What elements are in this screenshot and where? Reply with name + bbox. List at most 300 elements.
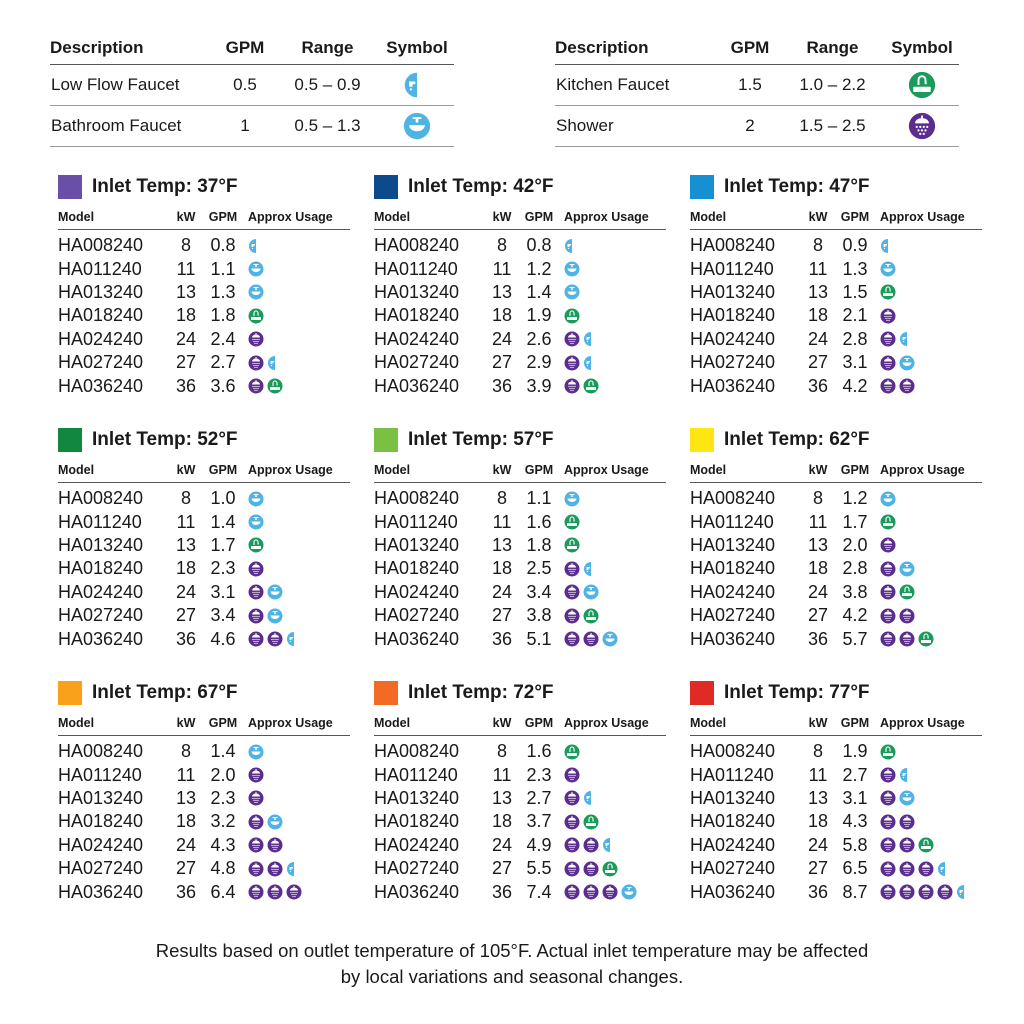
- low-flow-faucet-icon: [583, 561, 599, 577]
- table-row: [58, 510, 350, 533]
- kw-cell: 13: [175, 787, 197, 808]
- shower-icon: [880, 331, 896, 347]
- kw-cell: 13: [175, 534, 197, 555]
- table-row: [374, 230, 666, 258]
- table-row: [690, 627, 982, 650]
- header-model: Model: [690, 459, 802, 483]
- inlet-temp-title: [690, 172, 990, 202]
- usage-cell: [876, 257, 982, 280]
- shower-icon: [248, 631, 264, 647]
- shower-icon: [248, 331, 264, 347]
- gpm-cell: 1.3: [842, 258, 868, 279]
- shower-icon: [564, 861, 580, 877]
- model-table: [690, 712, 982, 904]
- table-row: [690, 736, 982, 764]
- kw-cell: 24: [491, 581, 513, 602]
- model-cell: HA011240: [58, 258, 142, 279]
- usage-cell: [876, 304, 982, 327]
- model-cell: HA013240: [690, 281, 776, 302]
- gpm-cell: 1.5: [842, 281, 868, 302]
- table-row: [374, 328, 666, 351]
- kw-cell: 24: [807, 328, 829, 349]
- table-row: [58, 557, 350, 580]
- model-cell: HA024240: [690, 581, 776, 602]
- gpm-cell: 2.7: [526, 787, 552, 808]
- gpm-cell: 3.7: [526, 811, 552, 832]
- model-cell: HA024240: [58, 581, 144, 602]
- legend-symbol: [380, 106, 454, 147]
- shower-icon: [564, 631, 580, 647]
- gpm-cell: 0.8: [526, 235, 552, 256]
- model-table: [374, 712, 666, 904]
- usage-cell: [876, 857, 982, 880]
- model-cell: HA013240: [58, 787, 144, 808]
- gpm-cell: 2.3: [210, 787, 236, 808]
- inlet-temp-title: [58, 425, 358, 455]
- header-gpm: GPM: [202, 459, 244, 483]
- shower-icon: [899, 837, 915, 853]
- shower-icon: [248, 861, 264, 877]
- header-gpm: GPM: [834, 712, 876, 736]
- usage-cell: [876, 230, 982, 258]
- table-row: [690, 257, 982, 280]
- shower-icon: [918, 884, 934, 900]
- header-approx-usage: Approx Usage: [244, 459, 350, 483]
- kitchen-faucet-icon: [583, 814, 599, 830]
- inlet-temp-label: Inlet Temp: 42°F: [408, 176, 554, 197]
- kw-cell: 11: [492, 511, 512, 532]
- model-cell: HA008240: [374, 235, 460, 256]
- gpm-cell: 2.8: [842, 558, 868, 579]
- model-cell: HA013240: [374, 281, 460, 302]
- header-model: Model: [690, 712, 802, 736]
- kitchen-faucet-icon: [908, 71, 936, 99]
- gpm-cell: 2.8: [842, 328, 868, 349]
- inlet-temp-label: Inlet Temp: 37°F: [92, 176, 238, 197]
- table-row: [690, 328, 982, 351]
- usage-cell: [560, 736, 666, 764]
- inlet-temp-title: [374, 172, 674, 202]
- header-gpm: GPM: [518, 206, 560, 230]
- kw-cell: 8: [180, 741, 191, 762]
- inlet-temp-card: [374, 425, 674, 651]
- model-cell: HA036240: [690, 628, 776, 649]
- shower-icon: [248, 584, 264, 600]
- shower-icon: [564, 837, 580, 853]
- kw-cell: 36: [491, 628, 513, 649]
- usage-cell: [560, 351, 666, 374]
- table-row: [58, 763, 350, 786]
- shower-icon: [248, 608, 264, 624]
- usage-cell: [244, 281, 350, 304]
- kitchen-faucet-icon: [880, 744, 896, 760]
- model-cell: HA024240: [374, 834, 460, 855]
- kw-cell: 13: [175, 281, 197, 302]
- model-cell: HA027240: [374, 352, 460, 373]
- shower-icon: [248, 378, 264, 394]
- gpm-cell: 4.9: [526, 834, 552, 855]
- low-flow-faucet-icon: [899, 767, 915, 783]
- kw-cell: 27: [175, 858, 197, 879]
- gpm-cell: 1.6: [526, 741, 552, 762]
- usage-cell: [560, 374, 666, 397]
- kw-cell: 36: [807, 628, 829, 649]
- model-cell: HA024240: [690, 328, 776, 349]
- shower-icon: [564, 608, 580, 624]
- legend-description: Bathroom Faucet: [50, 106, 215, 147]
- kitchen-faucet-icon: [248, 308, 264, 324]
- shower-icon: [248, 814, 264, 830]
- table-row: [58, 534, 350, 557]
- low-flow-faucet-icon: [956, 884, 972, 900]
- usage-cell: [244, 736, 350, 764]
- model-cell: HA024240: [690, 834, 776, 855]
- gpm-cell: 3.1: [842, 352, 868, 373]
- usage-cell: [560, 763, 666, 786]
- usage-cell: [876, 510, 982, 533]
- gpm-cell: 0.9: [842, 235, 868, 256]
- bathroom-faucet-icon: [564, 261, 580, 277]
- table-row: [58, 304, 350, 327]
- gpm-cell: 1.0: [210, 488, 236, 509]
- usage-cell: [876, 787, 982, 810]
- usage-cell: [560, 557, 666, 580]
- kw-cell: 18: [175, 305, 197, 326]
- gpm-cell: 3.6: [210, 375, 236, 396]
- usage-cell: [876, 736, 982, 764]
- inlet-temp-card: [58, 172, 358, 398]
- model-cell: HA011240: [690, 258, 774, 279]
- legend-header-symbol: Symbol: [885, 36, 959, 65]
- model-cell: HA013240: [374, 534, 460, 555]
- footnote-line-1: Results based on outlet temperature of 105°F. Actual inlet temperature may be affected: [155, 940, 869, 961]
- shower-icon: [602, 884, 618, 900]
- header-approx-usage: Approx Usage: [560, 459, 666, 483]
- legend-header-symbol: Symbol: [380, 36, 454, 65]
- bathroom-faucet-icon: [564, 284, 580, 300]
- usage-cell: [560, 510, 666, 533]
- gpm-cell: 4.8: [210, 858, 236, 879]
- table-row: [374, 604, 666, 627]
- table-row: [374, 880, 666, 903]
- usage-cell: [244, 510, 350, 533]
- kitchen-faucet-icon: [918, 631, 934, 647]
- usage-cell: [244, 534, 350, 557]
- kw-cell: 18: [491, 811, 513, 832]
- gpm-cell: 1.4: [210, 741, 236, 762]
- kw-cell: 18: [491, 305, 513, 326]
- usage-cell: [244, 483, 350, 511]
- header-gpm: GPM: [834, 206, 876, 230]
- legend-header-range: Range: [275, 36, 380, 65]
- temp-color-swatch: [58, 681, 82, 705]
- kw-cell: 27: [491, 858, 513, 879]
- kw-cell: 27: [175, 605, 197, 626]
- header-kw: kW: [486, 459, 518, 483]
- usage-cell: [876, 557, 982, 580]
- model-cell: HA027240: [690, 352, 776, 373]
- low-flow-faucet-icon: [286, 631, 302, 647]
- table-row: [58, 627, 350, 650]
- inlet-temp-title: [690, 678, 990, 708]
- usage-cell: [244, 787, 350, 810]
- kitchen-faucet-icon: [267, 378, 283, 394]
- shower-icon: [267, 861, 283, 877]
- shower-icon: [564, 355, 580, 371]
- kw-cell: 18: [175, 558, 197, 579]
- usage-cell: [876, 880, 982, 903]
- model-cell: HA018240: [690, 305, 776, 326]
- table-row: [58, 857, 350, 880]
- gpm-cell: 2.5: [526, 558, 552, 579]
- model-cell: HA036240: [690, 881, 776, 902]
- model-cell: HA011240: [58, 511, 142, 532]
- table-row: [690, 230, 982, 258]
- gpm-cell: 2.4: [210, 328, 236, 349]
- usage-cell: [876, 281, 982, 304]
- inlet-temp-card: [374, 678, 674, 904]
- shower-icon: [880, 884, 896, 900]
- model-cell: HA011240: [690, 511, 774, 532]
- table-row: [374, 351, 666, 374]
- shower-icon: [248, 767, 264, 783]
- kw-cell: 36: [491, 375, 513, 396]
- usage-cell: [560, 230, 666, 258]
- kw-cell: 11: [808, 511, 828, 532]
- kw-cell: 11: [492, 258, 512, 279]
- table-row: [374, 510, 666, 533]
- low-flow-faucet-icon: [267, 355, 283, 371]
- gpm-cell: 1.2: [842, 488, 868, 509]
- gpm-cell: 1.7: [842, 511, 868, 532]
- kitchen-faucet-icon: [564, 744, 580, 760]
- table-row: [690, 483, 982, 511]
- kw-cell: 36: [807, 881, 829, 902]
- legend-row-shower: [555, 106, 959, 147]
- usage-cell: [244, 604, 350, 627]
- table-row: [690, 834, 982, 857]
- kw-cell: 24: [175, 834, 197, 855]
- bathroom-faucet-icon: [880, 261, 896, 277]
- gpm-cell: 1.9: [526, 305, 552, 326]
- legend-range: 0.5 – 1.3: [275, 106, 380, 147]
- table-row: [374, 557, 666, 580]
- kw-cell: 11: [176, 511, 196, 532]
- shower-icon: [564, 331, 580, 347]
- low-flow-faucet-icon: [583, 355, 599, 371]
- kitchen-faucet-icon: [583, 378, 599, 394]
- legend-header-description: Description: [50, 36, 215, 65]
- shower-icon: [564, 767, 580, 783]
- gpm-cell: 1.8: [526, 534, 552, 555]
- model-cell: HA008240: [374, 488, 460, 509]
- kitchen-faucet-icon: [880, 514, 896, 530]
- gpm-cell: 5.8: [842, 834, 868, 855]
- legend-table-right: [555, 36, 959, 147]
- shower-icon: [267, 837, 283, 853]
- table-row: [374, 787, 666, 810]
- usage-cell: [244, 257, 350, 280]
- model-cell: HA008240: [58, 488, 144, 509]
- kw-cell: 18: [491, 558, 513, 579]
- bathroom-faucet-icon: [899, 561, 915, 577]
- shower-icon: [564, 814, 580, 830]
- legend-description: Shower: [555, 106, 720, 147]
- header-approx-usage: Approx Usage: [876, 206, 982, 230]
- kw-cell: 8: [496, 235, 507, 256]
- table-row: [690, 510, 982, 533]
- shower-icon: [899, 631, 915, 647]
- model-cell: HA013240: [690, 534, 776, 555]
- table-row: [690, 810, 982, 833]
- gpm-cell: 2.7: [210, 352, 236, 373]
- table-row: [58, 230, 350, 258]
- gpm-cell: 5.5: [526, 858, 552, 879]
- usage-cell: [560, 627, 666, 650]
- gpm-cell: 1.7: [210, 534, 236, 555]
- legend-header-gpm: GPM: [215, 36, 275, 65]
- model-cell: HA008240: [690, 235, 776, 256]
- shower-icon: [880, 584, 896, 600]
- inlet-temp-label: Inlet Temp: 47°F: [724, 176, 870, 197]
- low-flow-faucet-icon: [403, 71, 431, 99]
- table-row: [58, 281, 350, 304]
- usage-cell: [876, 810, 982, 833]
- gpm-cell: 3.8: [842, 581, 868, 602]
- kw-cell: 24: [807, 834, 829, 855]
- usage-cell: [876, 763, 982, 786]
- model-cell: HA027240: [58, 858, 144, 879]
- gpm-cell: 1.9: [842, 741, 868, 762]
- shower-icon: [248, 790, 264, 806]
- kw-cell: 13: [807, 281, 829, 302]
- kw-cell: 24: [491, 328, 513, 349]
- legend-gpm: 0.5: [215, 65, 275, 106]
- table-row: [58, 810, 350, 833]
- usage-cell: [244, 230, 350, 258]
- gpm-cell: 2.0: [842, 534, 868, 555]
- model-table: [374, 206, 666, 398]
- model-cell: HA036240: [58, 628, 144, 649]
- header-kw: kW: [170, 206, 202, 230]
- kw-cell: 18: [807, 558, 829, 579]
- kw-cell: 24: [491, 834, 513, 855]
- inlet-temp-card: [58, 425, 358, 651]
- bathroom-faucet-icon: [248, 284, 264, 300]
- kw-cell: 8: [812, 488, 823, 509]
- header-model: Model: [58, 206, 170, 230]
- model-cell: HA008240: [58, 235, 144, 256]
- header-kw: kW: [486, 712, 518, 736]
- shower-icon: [880, 561, 896, 577]
- shower-icon: [564, 790, 580, 806]
- temp-color-swatch: [374, 681, 398, 705]
- shower-icon: [937, 884, 953, 900]
- gpm-cell: 2.7: [842, 764, 868, 785]
- kitchen-faucet-icon: [564, 537, 580, 553]
- kw-cell: 11: [808, 764, 828, 785]
- kw-cell: 8: [180, 235, 191, 256]
- header-approx-usage: Approx Usage: [876, 459, 982, 483]
- bathroom-faucet-icon: [267, 584, 283, 600]
- model-cell: HA008240: [690, 488, 776, 509]
- shower-icon: [564, 561, 580, 577]
- model-cell: HA027240: [690, 605, 776, 626]
- usage-cell: [244, 557, 350, 580]
- gpm-cell: 2.3: [526, 764, 552, 785]
- header-kw: kW: [170, 459, 202, 483]
- header-gpm: GPM: [202, 206, 244, 230]
- usage-cell: [876, 627, 982, 650]
- table-row: [58, 834, 350, 857]
- inlet-temp-card: [690, 425, 990, 651]
- gpm-cell: 6.5: [842, 858, 868, 879]
- footnote-line-2: by local variations and seasonal changes.: [340, 966, 684, 987]
- table-row: [58, 787, 350, 810]
- bathroom-faucet-icon: [564, 491, 580, 507]
- table-row: [690, 581, 982, 604]
- inlet-temp-card: [690, 678, 990, 904]
- model-cell: HA018240: [58, 305, 144, 326]
- shower-icon: [564, 584, 580, 600]
- legend-table-left: [50, 36, 454, 147]
- table-row: [374, 834, 666, 857]
- header-model: Model: [374, 206, 486, 230]
- inlet-temp-card: [58, 678, 358, 904]
- bathroom-faucet-icon: [267, 608, 283, 624]
- usage-cell: [560, 534, 666, 557]
- gpm-cell: 2.0: [210, 764, 236, 785]
- table-row: [374, 304, 666, 327]
- kw-cell: 27: [491, 605, 513, 626]
- usage-cell: [560, 787, 666, 810]
- bathroom-faucet-icon: [403, 112, 431, 140]
- header-kw: kW: [170, 712, 202, 736]
- model-cell: HA018240: [374, 811, 460, 832]
- model-cell: HA013240: [374, 787, 460, 808]
- inlet-temp-title: [374, 678, 674, 708]
- low-flow-faucet-icon: [937, 861, 953, 877]
- gpm-cell: 3.1: [842, 787, 868, 808]
- legend-row-bathroom-faucet: [50, 106, 454, 147]
- model-cell: HA036240: [690, 375, 776, 396]
- low-flow-faucet-icon: [602, 837, 618, 853]
- gpm-cell: 5.1: [526, 628, 552, 649]
- usage-cell: [244, 304, 350, 327]
- model-cell: HA011240: [374, 764, 458, 785]
- usage-cell: [876, 581, 982, 604]
- kw-cell: 18: [175, 811, 197, 832]
- temp-color-swatch: [690, 428, 714, 452]
- kw-cell: 18: [807, 811, 829, 832]
- model-table: [374, 459, 666, 651]
- kw-cell: 8: [812, 235, 823, 256]
- usage-cell: [560, 604, 666, 627]
- shower-icon: [583, 861, 599, 877]
- table-row: [690, 351, 982, 374]
- header-kw: kW: [486, 206, 518, 230]
- usage-cell: [244, 857, 350, 880]
- usage-cell: [560, 834, 666, 857]
- gpm-cell: 3.8: [526, 605, 552, 626]
- table-row: [690, 880, 982, 903]
- kitchen-faucet-icon: [880, 284, 896, 300]
- kw-cell: 13: [491, 787, 513, 808]
- model-cell: HA011240: [374, 511, 458, 532]
- inlet-temp-card: [374, 172, 674, 398]
- bathroom-faucet-icon: [899, 355, 915, 371]
- bathroom-faucet-icon: [621, 884, 637, 900]
